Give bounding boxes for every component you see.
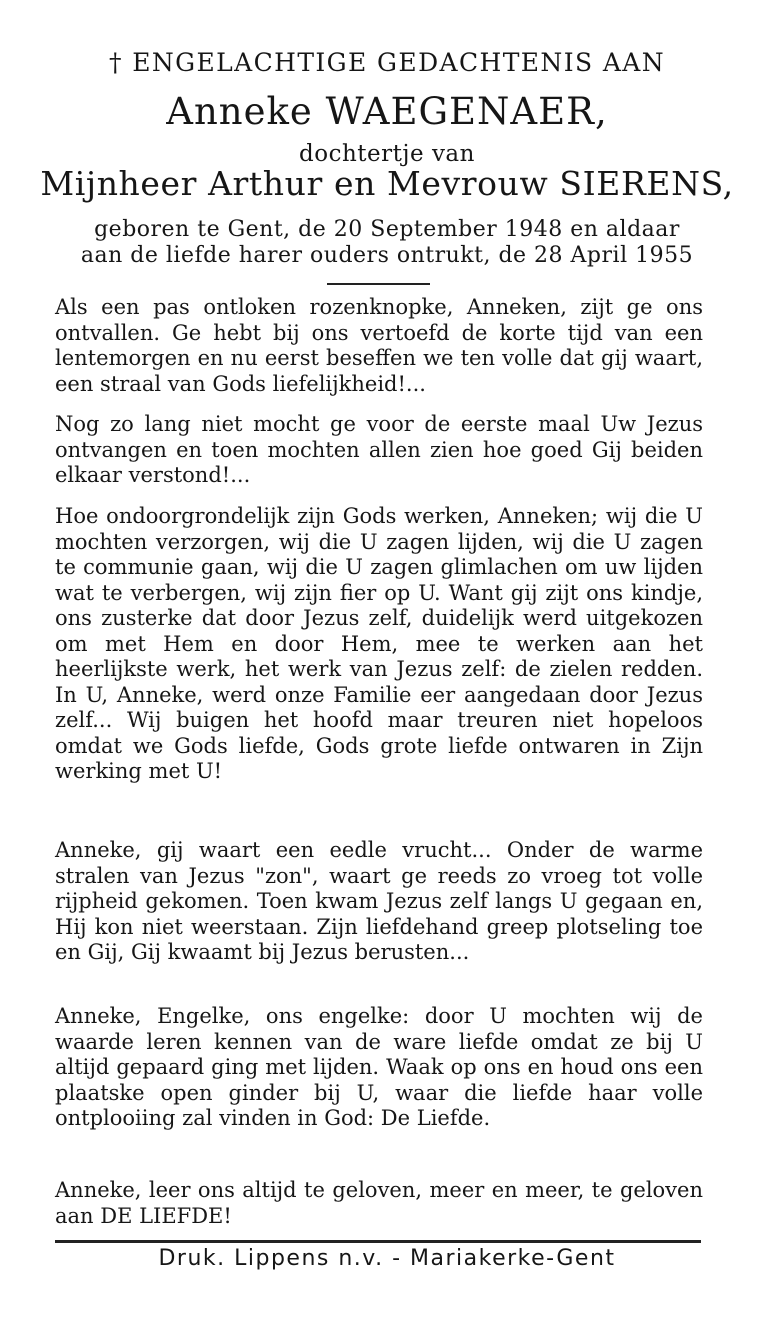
paragraph-5: Anneke, Engelke, ons engelke: door U mochten wij de waarde leren kennen van de ware liefde omdat ze bij U altijd gepaard ging met lijden. Waak op ons en houd ons een plaatske open ginder bij U, waar die liefde haar volle ontplooiing zal vinden in God: De Liefde.	[55, 1004, 703, 1130]
paragraph-4: Anneke, gij waart een eedle vrucht... Onder de warme stralen van Jezus "zon", waart ge reeds zo vroeg tot volle rijpheid gekomen. Toen kwam Jezus zelf langs U gegaan en, Hij kon niet weerstaan. Zijn liefdehand greep plotseling toe en Gij, Gij kwaamt bij Jezus berusten...	[55, 838, 703, 964]
paragraph-3: Hoe ondoorgrondelijk zijn Gods werken, Anneken; wij die U mochten verzorgen, wij die U zagen lijden, wij die U zagen te communie gaan, wij die U zagen glimlachen om uw lijden wat te verbergen, wij zijn fier op U. Want gij zijt ons kindje, ons zusterke dat door Jezus zelf, duidelijk werd uitgekozen om met Hem en door Hem, mee te werken aan het heerlijkste werk, het werk van Jezus zelf: de zielen redden. In U, Anneke, werd onze Familie eer aangedaan door Jezus zelf... Wij buigen het hoofd maar treuren niet hopeloos omdat we Gods liefde, Gods grote liefde ontwaren in Zijn werking met U!	[55, 504, 703, 783]
footer-divider	[55, 1240, 701, 1243]
header-divider	[327, 283, 430, 285]
paragraph-2: Nog zo lang niet mocht ge voor de eerste maal Uw Jezus ontvangen en toen mochten allen zien hoe goed Gij beiden elkaar verstond!...	[55, 412, 703, 487]
death-line: aan de liefde harer ouders ontrukt, de 28 April 1955	[80, 243, 694, 268]
printer-credit: Druk. Lippens n.v. - Mariakerke-Gent	[158, 1246, 616, 1271]
relation-line: dochtertje van	[299, 141, 475, 167]
deceased-name: Anneke WAEGENAER,	[166, 90, 608, 133]
paragraph-1: Als een pas ontloken rozenknopke, Anneken, zijt ge ons ontvallen. Ge hebt bij ons vertoefd de korte tijd van een lentemorgen en nu eerst beseffen we ten volle dat gij waart, een straal van Gods liefelijkheid!...	[55, 295, 703, 396]
parents-line: Mijnheer Arthur en Mevrouw SIERENS,	[40, 164, 734, 203]
birth-line: geboren te Gent, de 20 September 1948 en aldaar	[94, 217, 680, 242]
memorial-heading: † ENGELACHTIGE GEDACHTENIS AAN	[108, 48, 666, 77]
paragraph-6: Anneke, leer ons altijd te geloven, meer en meer, te geloven aan DE LIEFDE!	[55, 1178, 703, 1228]
